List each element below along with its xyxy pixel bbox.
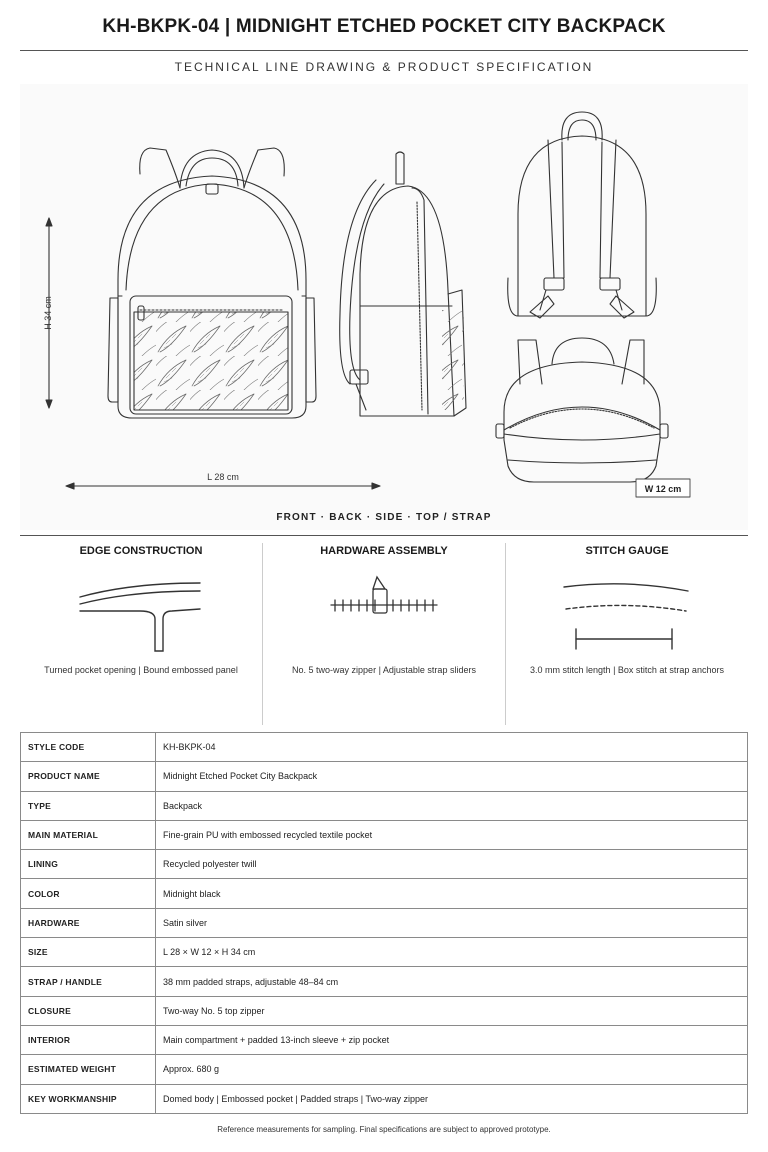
- spec-value: KH-BKPK-04: [156, 733, 748, 762]
- spec-row: [21, 820, 748, 849]
- spec-value: Recycled polyester twill: [156, 850, 748, 879]
- spec-value: Main compartment + padded 13-inch sleeve + zip pocket: [156, 1025, 748, 1054]
- spec-row: [21, 967, 748, 996]
- spec-value: Domed body | Embossed pocket | Padded straps | Two-way zipper: [156, 1084, 748, 1113]
- spec-row: [21, 1025, 748, 1054]
- detail-title-edge-construction: EDGE CONSTRUCTION: [79, 545, 203, 557]
- detail-caption-stitch-gauge: 3.0 mm stitch length | Box stitch at strap anchors: [530, 665, 724, 675]
- spec-label: TYPE: [21, 791, 156, 820]
- spec-value: Fine-grain PU with embossed recycled textile pocket: [156, 820, 748, 849]
- detail-hardware-assembly: [263, 541, 505, 727]
- spec-row: [21, 1084, 748, 1113]
- edge-construction-illustration: [20, 571, 262, 655]
- spec-row: [21, 762, 748, 791]
- spec-value: Midnight black: [156, 879, 748, 908]
- spec-row: [21, 938, 748, 967]
- spec-row: [21, 733, 748, 762]
- spec-label: STYLE CODE: [21, 733, 156, 762]
- zipper-illustration: [263, 571, 505, 655]
- detail-edge-construction: [20, 541, 262, 727]
- spec-row: [21, 908, 748, 937]
- detail-caption-hardware-assembly: No. 5 two-way zipper | Adjustable strap sliders: [292, 665, 476, 675]
- length-label: L 28 cm: [207, 472, 239, 482]
- spec-value: L 28 × W 12 × H 34 cm: [156, 938, 748, 967]
- spec-row: [21, 1055, 748, 1084]
- footer-note: Reference measurements for sampling. Final specifications are subject to approved prototype.: [217, 1125, 551, 1134]
- length-dimension: [66, 483, 380, 489]
- front-view-drawing: [108, 148, 316, 418]
- spec-label: SIZE: [21, 938, 156, 967]
- page-title: KH-BKPK-04 | MIDNIGHT ETCHED POCKET CITY BACKPACK: [102, 16, 666, 37]
- spec-row: [21, 850, 748, 879]
- spec-label: KEY WORKMANSHIP: [21, 1084, 156, 1113]
- spec-value: Approx. 680 g: [156, 1055, 748, 1084]
- spec-value: Midnight Etched Pocket City Backpack: [156, 762, 748, 791]
- back-view-drawing: [508, 112, 657, 318]
- spec-label: COLOR: [21, 879, 156, 908]
- spec-value: Two-way No. 5 top zipper: [156, 996, 748, 1025]
- height-label: H 34 cm: [43, 296, 53, 330]
- spec-label: CLOSURE: [21, 996, 156, 1025]
- title-divider: [20, 50, 748, 51]
- spec-value: Satin silver: [156, 908, 748, 937]
- spec-label: INTERIOR: [21, 1025, 156, 1054]
- backpack-line-drawings: [20, 84, 748, 530]
- spec-row: [21, 879, 748, 908]
- side-view-drawing: [340, 152, 466, 416]
- spec-value: 38 mm padded straps, adjustable 48–84 cm: [156, 967, 748, 996]
- detail-title-hardware-assembly: HARDWARE ASSEMBLY: [320, 545, 448, 557]
- spec-label: LINING: [21, 850, 156, 879]
- width-label: W 12 cm: [644, 484, 682, 494]
- spec-table: [20, 732, 748, 1114]
- spec-label: ESTIMATED WEIGHT: [21, 1055, 156, 1084]
- stitch-gauge-illustration: [506, 571, 748, 655]
- spec-value: Backpack: [156, 791, 748, 820]
- detail-stitch-gauge: [506, 541, 748, 727]
- spec-label: HARDWARE: [21, 908, 156, 937]
- spec-label: PRODUCT NAME: [21, 762, 156, 791]
- spec-label: MAIN MATERIAL: [21, 820, 156, 849]
- views-caption: FRONT · BACK · SIDE · TOP / STRAP: [276, 512, 492, 523]
- page-subtitle: TECHNICAL LINE DRAWING & PRODUCT SPECIFICATION: [174, 60, 594, 74]
- spec-label: STRAP / HANDLE: [21, 967, 156, 996]
- spec-row: [21, 996, 748, 1025]
- top-view-drawing: [496, 338, 668, 482]
- spec-row: [21, 791, 748, 820]
- detail-caption-edge-construction: Turned pocket opening | Bound embossed panel: [44, 665, 238, 675]
- drawing-divider: [20, 535, 748, 536]
- detail-title-stitch-gauge: STITCH GAUGE: [585, 545, 669, 557]
- technical-drawing-panel: [20, 84, 748, 530]
